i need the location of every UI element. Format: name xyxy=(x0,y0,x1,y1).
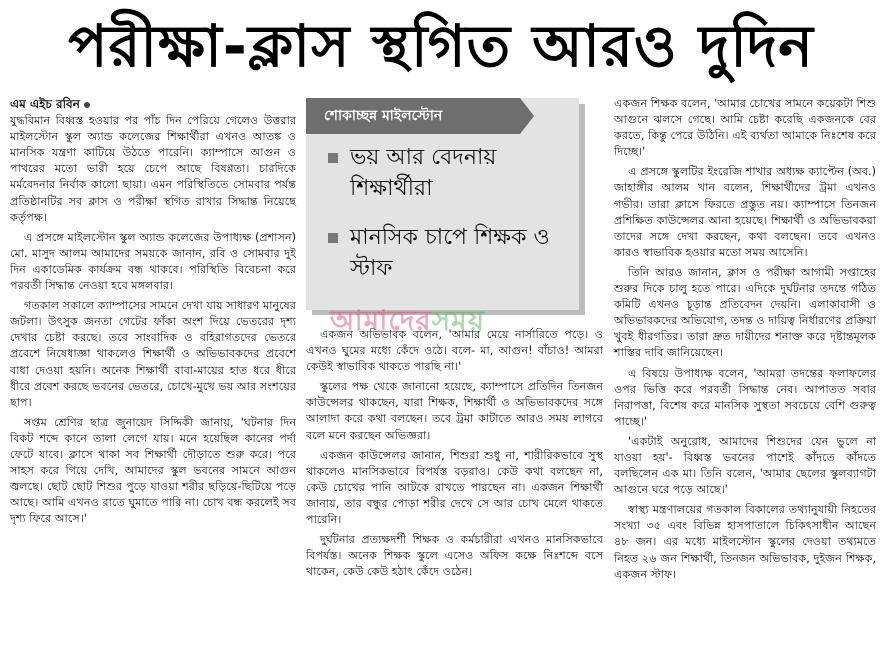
square-bullet-icon xyxy=(328,233,338,243)
paragraph: সপ্তম শ্রেণির ছাত্র জুনায়েদ সিদ্দিকী জানায়, 'ঘটনার দিন বিকট শব্দে কানে তালা লেগে যায়। মনে হয়েছিল কানের পর্দা ফেটে যাবে। ক্লাসে থাকা সব শিক্ষার্থী দৌড়াতে শুরু করে। পরে সাহস করে গিয়ে দেখি, আমাদের স্কুল ভবনের সামনে আগুন জ্বলছে। ছোট ছোট শিশুর পুড়ে যাওয়া শরীর ছড়িয়ে-ছিটিয়ে পড়ে আছে। আমি এখনও রাতে ঘুমাতে পারি না। চোখ বন্ধ করলেই সব দৃশ্য ফিরে আসে।' xyxy=(10,415,296,526)
callout-item-text: মানসিক চাপে শিক্ষক ও স্টাফ xyxy=(350,225,550,281)
watermark-part-2: সময় xyxy=(431,304,486,337)
callout-box xyxy=(306,98,579,310)
paragraph: দুর্ঘটনার প্রত্যক্ষদর্শী শিক্ষক ও কর্মচারীরা এখনও মানসিকভাবে বিপর্যস্ত। অনেক শিক্ষক স্কুলে এসেও অফিস কক্ষে নিঃশব্দে বসে থাকেন, কেউ কেউ হঠাৎ কেঁদে ওঠেন। xyxy=(306,533,603,579)
paragraph: তিনি আরও জানান, ক্লাস ও পরীক্ষা আগামী সপ্তাহের শুরুর দিকে চালু হতে পারে। এদিকে দুর্ঘটনার তদন্তে গঠিত কমিটি এখনও চূড়ান্ত প্রতিবেদন দেয়নি। এলাকাবাসী ও অভিভাবকদের অভিযোগ, তদন্ত ও দায়িত্ব নির্ধারণের প্রক্রিয়া খুবই ধীরগতির। তারা দ্রুত দায়ীদের শনাক্ত করে দৃষ্টান্তমূলক শাস্তির দাবি জানিয়েছেন। xyxy=(614,265,876,360)
square-bullet-icon xyxy=(328,153,338,163)
watermark-logo xyxy=(330,303,560,339)
paragraph: এ বিষয়ে উপাধ্যক্ষ বলেন, 'আমরা তদন্তের ফলাফলের ওপর ভিত্তি করে পরবর্তী সিদ্ধান্ত নেব। আপাতত সবার নিরাপত্তা, বিশেষ করে মানসিক সুস্থতা সবচেয়ে বেশি গুরুত্ব পাচ্ছে।' xyxy=(614,366,876,428)
paragraph: গতকাল সকালে ক্যাম্পাসের সামনে দেখা যায় সাধারণ মানুষের জটলা। উৎসুক জনতা গেটের ফাঁকা অংশ দিয়ে ভেতরের দৃশ্য দেখার চেষ্টা করছে। তবে সাংবাদিক ও বহিরাগতদের ভেতরে প্রবেশে নিষেধাজ্ঞা থাকলেও শিক্ষার্থী ও অভিভাবকদের প্রবেশে বাধা দেওয়া হয়নি। অনেক শিক্ষার্থী বাবা-মায়ের হাত ধরে ধীরে ধীরে প্রবেশ করছে ভবনের ভেতরে, চোখে-মুখে ভয় আর সংশয়ের ছাপ। xyxy=(10,299,296,409)
article-column-1 xyxy=(10,96,296,531)
headline: পরীক্ষা-ক্লাস স্থগিত আরও দুদিন xyxy=(68,12,814,80)
callout-item-text: ভয় আর বেদনায় শিক্ষার্থীরা xyxy=(350,145,497,201)
watermark-part-1: আমাদের xyxy=(330,304,432,337)
paragraph: এ প্রসঙ্গে স্কুলটির ইংরেজি শাখার অধ্যক্ষ ক্যাপ্টেন (অব.) জাহাঙ্গীর আলম খান বলেন, শিক্ষার্থীদের ট্রমা এখনও গভীর। তারা ক্লাসে ফিরতে প্রস্তুত নয়। ক্যাম্পাসে তিনজন প্রশিক্ষিত কাউন্সেলর আনা হয়েছে। শিক্ষার্থী ও অভিভাবকরা তাদের সঙ্গে দেখা করছেন, কথা বলছেন। তবে এখনও কারও স্বাভাবিক হওয়ার মতো সময় আসেনি। xyxy=(614,165,876,259)
article-column-2 xyxy=(306,327,603,584)
paragraph: স্কুলের পক্ষ থেকে জানানো হয়েছে, ক্যাম্পাসে প্রতিদিন তিনজন কাউন্সেলর থাকছেন, যারা শিক্ষক, শিক্ষার্থী ও অভিভাবকদের সঙ্গে আলাদা করে কথা বলছেন। তবে ট্রমা কাটাতে আরও সময় লাগবে বলে মনে করছেন অভিজ্ঞরা। xyxy=(306,380,603,442)
callout-item xyxy=(328,142,568,204)
byline xyxy=(10,96,296,112)
article-column-3 xyxy=(614,96,876,587)
callout-title: শোকাচ্ছন্ন মাইলস্টোন xyxy=(306,98,520,134)
callout-shadow xyxy=(579,104,585,314)
bullet-icon xyxy=(84,102,90,108)
paragraph: যুদ্ধবিমান বিধ্বস্ত হওয়ার পর পাঁচ দিন পেরিয়ে গেলেও উত্তরার মাইলস্টোন স্কুল অ্যান্ড কলেজের শিক্ষার্থীরা এখনও আতঙ্ক ও মানসিক যন্ত্রণা কাটিয়ে উঠতে পারেনি। ক্যাম্পাসে আগুন ও পাথরের মতো ভারী হয়ে চেপে আছে বিষণ্ণতা। চারদিকে মর্মবেদনার নির্বাক কালো ছায়া। এমন পরিস্থিতিতে সোমবার পর্যন্ত প্রতিষ্ঠানটির সব ক্লাস ও পরীক্ষা স্থগিত রাখার সিদ্ধান্ত নিয়েছে কর্তৃপক্ষ। xyxy=(10,114,296,224)
paragraph: 'একটাই অনুরোধ, আমাদের শিশুদের যেন ভুলে না যাওয়া হয়'- বিধ্বস্ত ভবনের পাশেই কাঁদতে কাঁদতে বলছিলেন এক মা। তিনি বলেন, 'আমার ছেলের স্কুলব্যাগটা আগুনে ঘরে পড়ে আছে।' xyxy=(614,434,876,497)
paragraph: এ প্রসঙ্গে মাইলস্টোন স্কুল অ্যান্ড কলেজের উপাধ্যক্ষ (প্রশাসন) মো. মাসুদ আলম আমাদের সময়কে জানান, রবি ও সোমবার দুই দিন একাডেমিক কার্যক্রম বন্ধ থাকবে। পরিস্থিতি বিবেচনা করে পরবর্তী সিদ্ধান্ত নেওয়া হবে মঙ্গলবার। xyxy=(10,230,296,293)
callout-item xyxy=(328,222,568,284)
paragraph: একজন শিক্ষক বলেন, 'আমার চোখের সামনে কয়েকটা শিশু আগুনে ঝলসে গেছে। আমি চেষ্টা করেছি একজনকে বের করতে, কিন্তু পেরে উঠিনি। এই ব্যর্থতা আমাকে নিঃশেষ করে দিচ্ছে।' xyxy=(614,97,876,159)
paragraph: স্বাস্থ্য মন্ত্রণালয়ের গতকাল বিকালের তথ্যানুযায়ী নিহতের সংখ্যা ৩৫ এবং বিভিন্ন হাসপাতালে চিকিৎসাধীন আছেন ৪৮ জন। এর মধ্যে মাইলস্টোন স্কুলের দেওয়া তথ্যমতে নিহত ২৬ জন শিক্ষার্থী, তিনজন অভিভাবক, দুইজন শিক্ষক, একজন স্টাফ। xyxy=(614,503,876,581)
paragraph: একজন অভিভাবক বলেন, 'আমার মেয়ে নার্সারিতে পড়ে। ও এখনও ঘুমের মধ্যে কেঁদে ওঠে। বলে- মা, আগুন! বাঁচাও! আমরা কেউই স্বাভাবিক থাকতে পারছি না।' xyxy=(306,328,603,374)
byline-text: এম এইচ রবিন xyxy=(10,97,80,111)
paragraph: একজন কাউন্সেলর জানান, শিশুরা শুধু না, শারীরিকভাবে সুস্থ থাকলেও মানসিকভাবে বিপর্যস্ত বড়রাও। কেউ কথা বলছেন না, কেউ চোখের পানি আটকে রাখতে পারছেন না। একজন শিক্ষার্থী জানায়, তার বন্ধুর পোড়া শরীর দেখে সে আর চোখ মেলে থাকতে পারেনি। xyxy=(306,448,603,527)
